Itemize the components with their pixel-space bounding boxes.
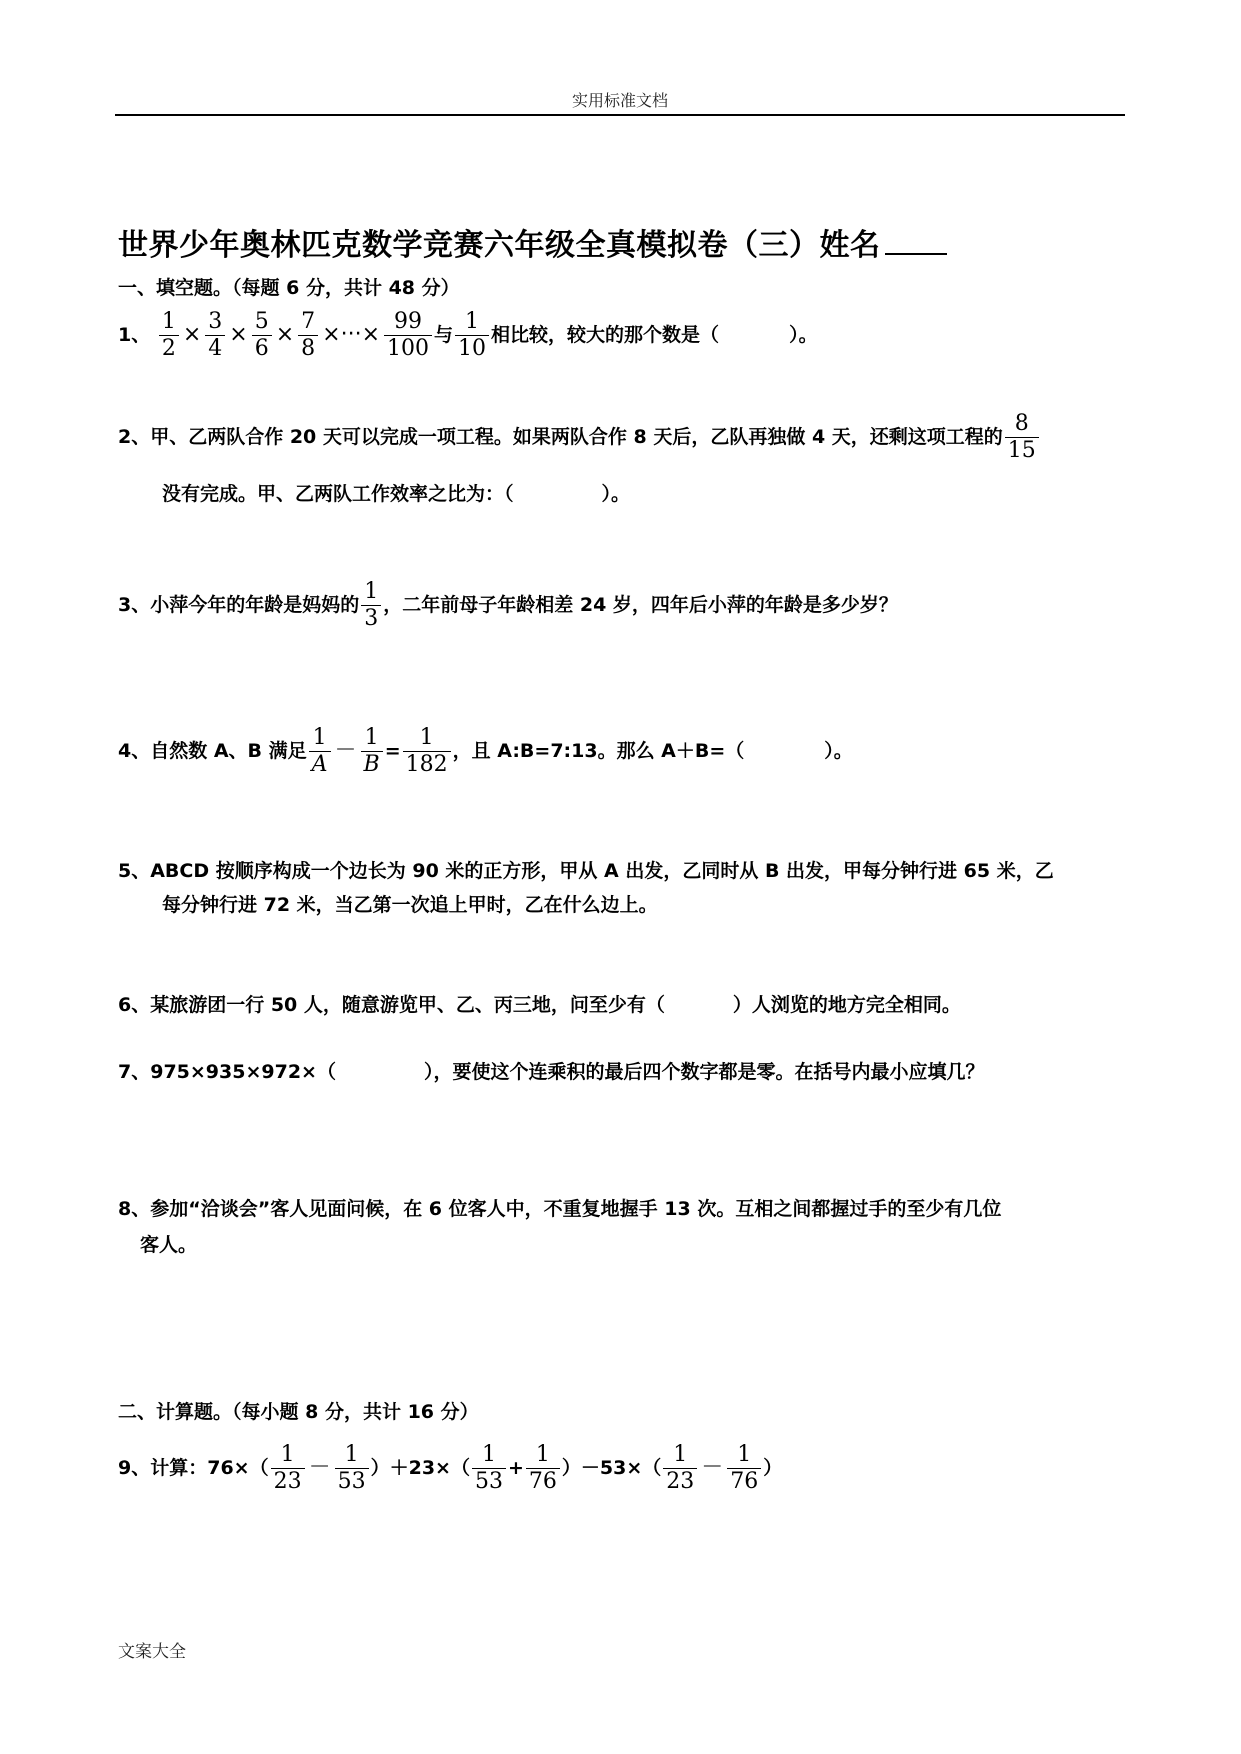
q1-fraction-2: $\frac{3}{4}$ [205,311,225,360]
q1-tail: 相比较，较大的那个数是（ [491,324,720,346]
page-header: 实用标准文档 [571,91,668,110]
q4-fraction-1: $\frac{1}{A}$ [309,727,331,776]
q3-text-2: ，二年前母子年龄相差 24 岁，四年后小萍的年龄是多少岁？ [383,594,898,616]
name-blank [885,227,947,255]
q1-close: ）。 [789,324,818,346]
q2-text: 2、甲、乙两队合作 20 天可以完成一项工程。如果两队合作 8 天后，乙队再独做 4 天，还剩这项工程的 [118,426,1003,448]
q7-text-2: ），要使这个连乘积的最后四个数字都是零。在括号内最小应填几？ [423,1061,985,1083]
q4-fraction-3: $\frac{1}{182}$ [403,727,451,776]
section2-heading: 二、计算题。（每小题 8 分，共计 16 分） [118,1401,479,1423]
q1-fraction-6: $\frac{1}{10}$ [455,311,489,360]
question-5: 5、ABCD 按顺序构成一个边长为 90 米的正方形，甲从 A 出发，乙同时从 B 出发，甲每分钟行进 65 米，乙 [118,860,1054,882]
page-title [118,220,947,264]
q9-fraction-3: $\frac{1}{53}$ [472,1444,506,1493]
q2-close: ）。 [601,483,631,505]
times-sign: × [275,322,295,347]
question-9 [118,1444,782,1493]
q9-fraction-6: $\frac{1}{76}$ [727,1444,761,1493]
q9-text-2: ）＋23×（ [370,1457,470,1479]
question-5-line-2: 每分钟行进 72 米，当乙第一次追上甲时，乙在什么边上。 [162,894,658,916]
q1-with: 与 [434,324,454,346]
plus-sign: + [507,1457,524,1479]
question-3 [118,581,898,630]
q2-text-2: 没有完成。甲、乙两队工作效率之比为：（ [162,483,514,505]
q7-text: 7、975×935×972×（ [118,1061,336,1083]
q1-number: 1、 [118,324,151,346]
times-sign: × [229,322,248,347]
q2-fraction: $\frac{8}{15}$ [1005,413,1039,462]
q4-text: 4、自然数 A、B 满足 [118,740,307,762]
header-divider [115,114,1125,116]
q1-fraction-4: $\frac{7}{8}$ [298,311,318,360]
minus-sign: － [308,1455,331,1480]
q1-fraction-5: $\frac{99}{100}$ [384,311,432,360]
q9-fraction-2: $\frac{1}{53}$ [335,1444,369,1493]
q1-fraction-3: $\frac{5}{6}$ [252,311,272,360]
question-8: 8、参加“洽谈会”客人见面问候，在 6 位客人中，不重复地握手 13 次。互相之间都握过手的至少有几位 [118,1198,1002,1220]
q9-text: 9、计算：76×（ [118,1457,269,1479]
question-7 [118,1063,984,1082]
q9-fraction-1: $\frac{1}{23}$ [271,1444,305,1493]
question-1 [118,311,818,360]
ellipsis-sign: ×···× [322,322,381,347]
q6-text-2: ）人浏览的地方完全相同。 [732,994,961,1016]
page-footer: 文案大全 [118,1642,186,1662]
q9-fraction-4: $\frac{1}{76}$ [526,1444,560,1493]
q9-fraction-5: $\frac{1}{23}$ [663,1444,697,1493]
title-text: 世界少年奥林匹克数学竞赛六年级全真模拟卷（三）姓名 [118,228,881,263]
q1-fraction-1: $\frac{1}{2}$ [159,311,179,360]
q6-text: 6、某旅游团一行 50 人，随意游览甲、乙、丙三地，问至少有（ [118,994,665,1016]
minus-sign: － [334,738,357,763]
q4-fraction-2: $\frac{1}{B}$ [361,727,383,776]
q3-text: 3、小萍今年的年龄是妈妈的 [118,594,360,616]
question-4 [118,727,853,776]
times-sign: × [182,322,202,347]
question-2-line-2 [162,485,630,504]
q3-fraction: $\frac{1}{3}$ [361,581,381,630]
q9-text-3: ）－53×（ [561,1457,662,1479]
q9-close: ） [763,1457,783,1479]
q4-text-2: ，且 A:B=7:13。那么 A＋B=（ [452,740,745,762]
question-2 [118,413,1041,462]
question-8-line-2: 客人。 [140,1234,198,1256]
section1-heading: 一、填空题。（每题 6 分，共计 48 分） [118,277,460,299]
question-6 [118,996,961,1015]
q4-close: ）。 [824,740,853,762]
minus-sign: － [701,1455,724,1480]
equals-sign: = [384,740,401,762]
